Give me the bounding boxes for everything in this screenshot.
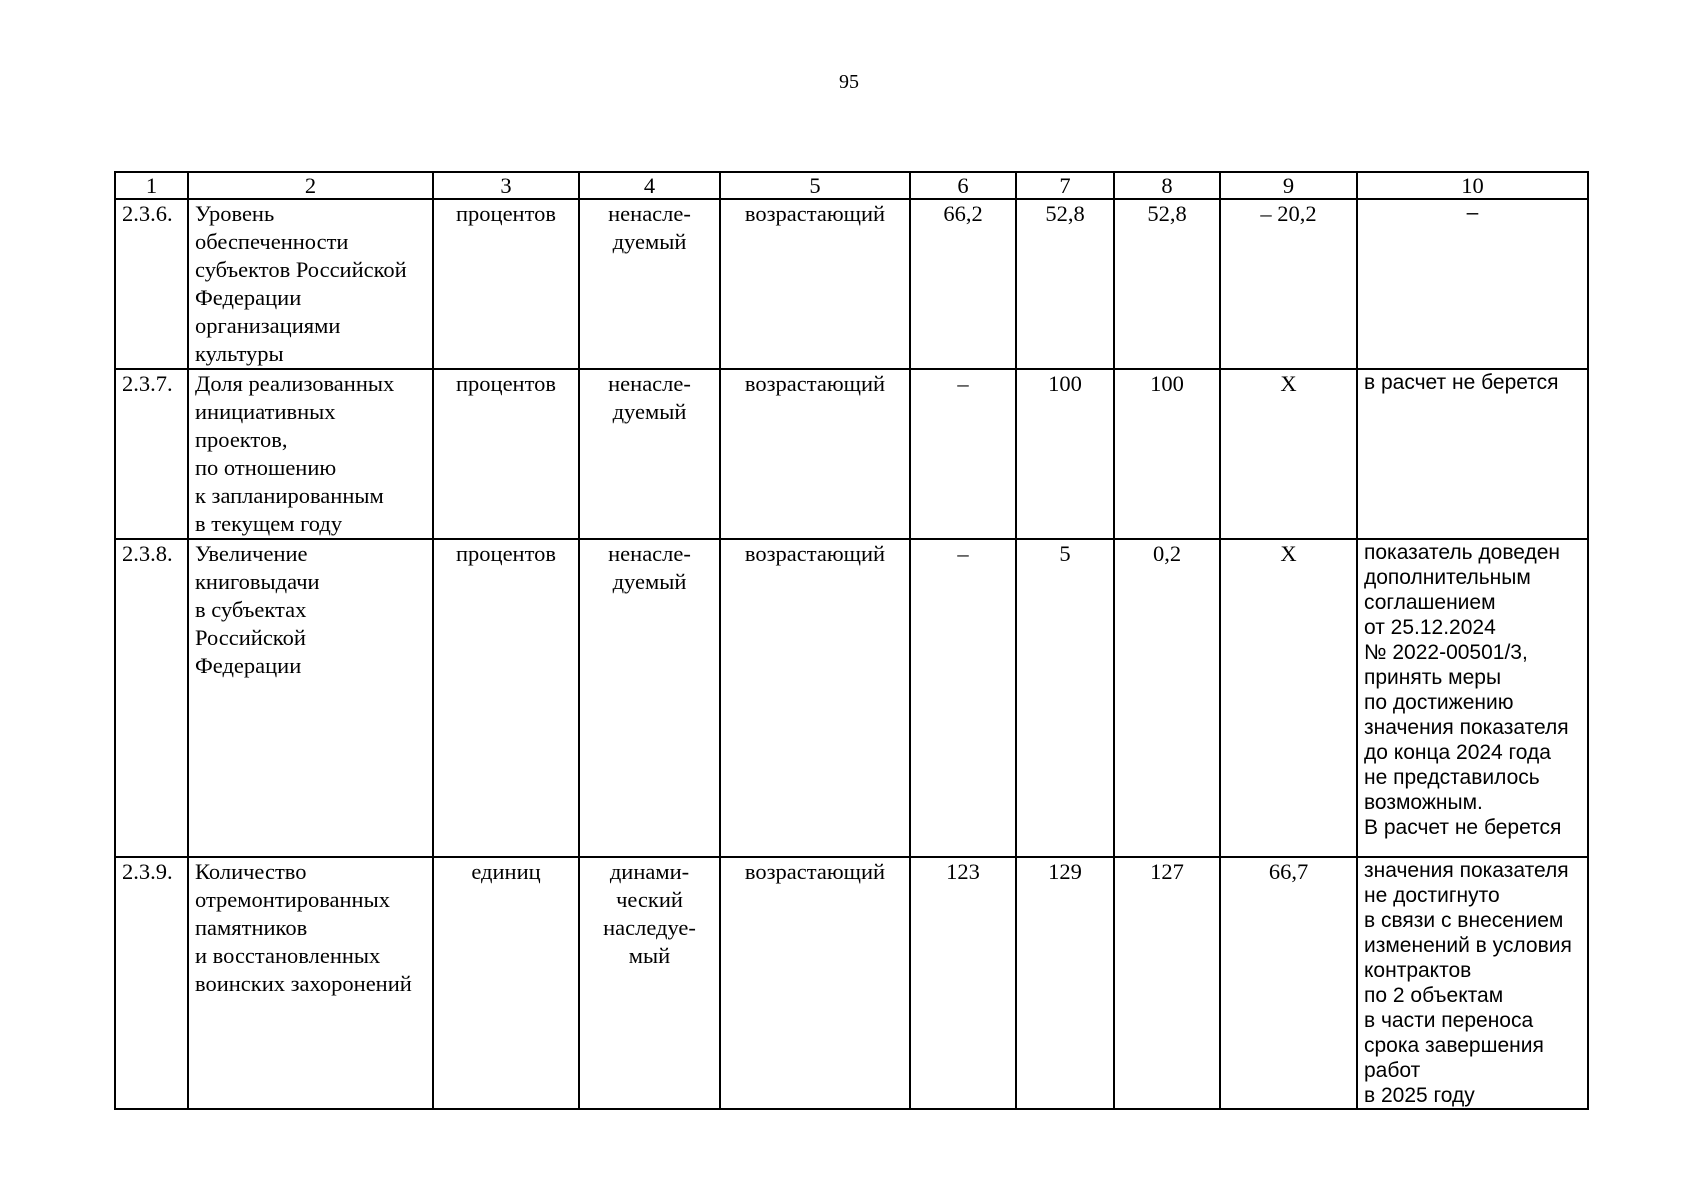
- indicator-name-line: в текущем году: [195, 511, 343, 536]
- indicator-type-line: дуемый: [612, 569, 687, 594]
- column-header: 9: [1220, 172, 1357, 199]
- note-line: в связи с внесением: [1364, 909, 1564, 932]
- indicator-type-line: ненасле-: [608, 201, 691, 226]
- value-col-7: 5: [1016, 539, 1114, 857]
- note-line: срока завершения: [1364, 1034, 1544, 1057]
- value-col-6: –: [910, 539, 1016, 857]
- indicator-name-line: в субъектах: [195, 597, 307, 622]
- note-line: принять меры: [1364, 666, 1502, 689]
- indicator-name-line: к запланированным: [195, 483, 384, 508]
- row-number: 2.3.7.: [115, 369, 188, 539]
- note-line: соглашением: [1364, 591, 1496, 614]
- indicators-table: [114, 171, 1589, 1110]
- indicator-name: [188, 369, 433, 539]
- value-col-7: 100: [1016, 369, 1114, 539]
- unit-cell: процентов: [433, 199, 579, 369]
- indicator-type: [579, 369, 720, 539]
- note-line: –: [1466, 201, 1479, 224]
- indicator-type-line: дуемый: [612, 399, 687, 424]
- note-cell: [1357, 857, 1588, 1109]
- note-line: изменений в условия: [1364, 934, 1572, 957]
- indicator-name-line: воинских захоронений: [195, 971, 412, 996]
- column-header: 10: [1357, 172, 1588, 199]
- note-line: в расчет не берется: [1364, 371, 1559, 394]
- note-cell: [1357, 539, 1588, 857]
- column-header: 8: [1114, 172, 1220, 199]
- indicator-name-line: и восстановленных: [195, 943, 381, 968]
- direction-cell: возрастающий: [720, 199, 910, 369]
- indicator-name: [188, 857, 433, 1109]
- indicator-name-line: Федерации: [195, 653, 302, 678]
- direction-cell: возрастающий: [720, 369, 910, 539]
- page-number: 95: [839, 71, 859, 93]
- row-number: 2.3.9.: [115, 857, 188, 1109]
- column-header: 2: [188, 172, 433, 199]
- note-line: возможным.: [1364, 791, 1483, 814]
- indicator-name-line: Российской: [195, 625, 306, 650]
- value-col-6: 123: [910, 857, 1016, 1109]
- value-col-9: – 20,2: [1220, 199, 1357, 369]
- note-line: № 2022-00501/3,: [1364, 641, 1528, 664]
- unit-cell: единиц: [433, 857, 579, 1109]
- indicator-name: [188, 539, 433, 857]
- indicator-name-line: книговыдачи: [195, 569, 320, 594]
- value-col-7: 52,8: [1016, 199, 1114, 369]
- note-line: не достигнуто: [1364, 884, 1500, 907]
- value-col-9: Х: [1220, 539, 1357, 857]
- row-number: 2.3.6.: [115, 199, 188, 369]
- unit-cell: процентов: [433, 539, 579, 857]
- indicator-type-line: дуемый: [612, 229, 687, 254]
- note-line: контрактов: [1364, 959, 1472, 982]
- column-number-row: [115, 172, 1588, 199]
- note-line: до конца 2024 года: [1364, 741, 1551, 764]
- indicator-name-line: Федерации: [195, 285, 302, 310]
- note-line: значения показателя: [1364, 716, 1569, 739]
- note-line: дополнительным: [1364, 566, 1531, 589]
- note-line: не представилось: [1364, 766, 1540, 789]
- note-line: от 25.12.2024: [1364, 616, 1496, 639]
- direction-cell: возрастающий: [720, 539, 910, 857]
- table-row: [115, 199, 1588, 369]
- indicator-name-line: Доля реализованных: [195, 371, 395, 396]
- value-col-7: 129: [1016, 857, 1114, 1109]
- note-line: показатель доведен: [1364, 541, 1560, 564]
- indicator-name-line: Уровень: [195, 201, 275, 226]
- table-row: [115, 539, 1588, 857]
- note-line: В расчет не берется: [1364, 816, 1562, 839]
- indicator-name-line: субъектов Российской: [195, 257, 407, 282]
- indicator-type-line: ненасле-: [608, 541, 691, 566]
- value-col-8: 127: [1114, 857, 1220, 1109]
- indicator-type: [579, 539, 720, 857]
- note-cell: [1357, 369, 1588, 539]
- row-number: 2.3.8.: [115, 539, 188, 857]
- note-cell: [1357, 199, 1588, 369]
- note-line: в части переноса: [1364, 1009, 1534, 1032]
- table-row: [115, 857, 1588, 1109]
- column-header: 5: [720, 172, 910, 199]
- note-line: работ: [1364, 1059, 1421, 1082]
- indicator-name-line: обеспеченности: [195, 229, 349, 254]
- indicator-type-line: динами-: [609, 859, 690, 884]
- indicator-type: [579, 199, 720, 369]
- value-col-8: 100: [1114, 369, 1220, 539]
- table-row: [115, 369, 1588, 539]
- indicator-type-line: наследуе-: [603, 915, 696, 940]
- indicator-type: [579, 857, 720, 1109]
- column-header: 4: [579, 172, 720, 199]
- note-line: по достижению: [1364, 691, 1514, 714]
- value-col-8: 52,8: [1114, 199, 1220, 369]
- indicator-name: [188, 199, 433, 369]
- value-col-9: Х: [1220, 369, 1357, 539]
- value-col-9: 66,7: [1220, 857, 1357, 1109]
- indicator-type-line: ненасле-: [608, 371, 691, 396]
- indicator-name-line: памятников: [195, 915, 308, 940]
- column-header: 3: [433, 172, 579, 199]
- column-header: 6: [910, 172, 1016, 199]
- value-col-8: 0,2: [1114, 539, 1220, 857]
- indicator-type-line: мый: [628, 943, 671, 968]
- direction-cell: возрастающий: [720, 857, 910, 1109]
- unit-cell: процентов: [433, 369, 579, 539]
- column-header: 1: [115, 172, 188, 199]
- note-line: в 2025 году: [1364, 1084, 1475, 1107]
- indicator-name-line: инициативных: [195, 399, 336, 424]
- value-col-6: –: [910, 369, 1016, 539]
- indicator-name-line: проектов,: [195, 427, 288, 452]
- indicator-name-line: по отношению: [195, 455, 337, 480]
- value-col-6: 66,2: [910, 199, 1016, 369]
- indicator-name-line: Количество: [195, 859, 307, 884]
- column-header: 7: [1016, 172, 1114, 199]
- indicator-name-line: организациями: [195, 313, 341, 338]
- indicator-name-line: Увеличение: [195, 541, 308, 566]
- note-line: значения показателя: [1364, 859, 1569, 882]
- indicator-type-line: ческий: [616, 887, 683, 912]
- indicator-name-line: отремонтированных: [195, 887, 390, 912]
- note-line: по 2 объектам: [1364, 984, 1504, 1007]
- indicator-name-line: культуры: [195, 341, 284, 366]
